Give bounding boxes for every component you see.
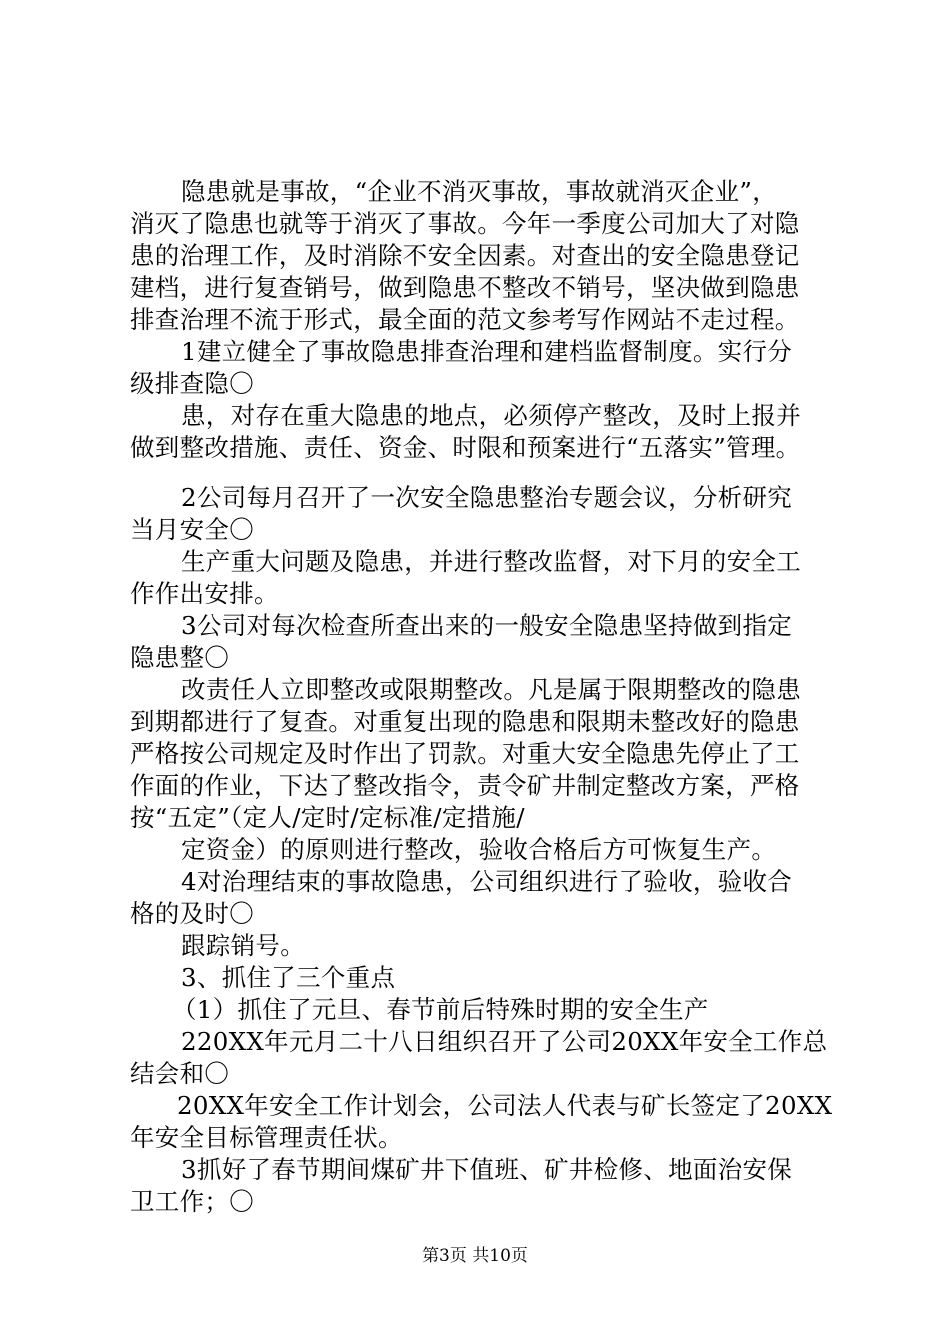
text-line: 220XX年元月二十八日组织召开了公司20XX年安全工作总 (181, 1027, 828, 1056)
text-line: 改责任人立即整改或限期整改。凡是属于限期整改的隐患 (181, 675, 801, 704)
text-line: 按“五定”（定人/定时/定标准/定措施/ (130, 803, 525, 832)
text-line: 严格按公司规定及时作出了罚款。对重大安全隐患先停止了工 (130, 739, 800, 768)
page-footer: 第3页 共10页 (422, 1246, 528, 1266)
text-line: 2公司每月召开了一次安全隐患整治专题会议，分析研究 (181, 483, 793, 512)
text-line: 跟踪销号。 (181, 931, 305, 960)
text-line: 定资金）的原则进行整改，验收合格后方可恢复生产。 (181, 835, 777, 864)
text-line: 排查治理不流于形式，最全面的范文参考写作网站不走过程。 (130, 305, 800, 334)
text-line: 当月安全〇 (130, 515, 254, 544)
text-line: 做到整改措施、责任、资金、时限和预案进行“五落实”管理。 (130, 433, 801, 462)
text-line: 建档，进行复查销号，做到隐患不整改不销号，坚决做到隐患 (130, 273, 800, 302)
text-line: 隐患整〇 (130, 643, 230, 672)
text-line: 结会和〇 (130, 1059, 230, 1088)
text-line: 20XX年安全工作计划会，公司法人代表与矿长签定了20XX (177, 1091, 833, 1120)
text-line: 级排查隐〇 (130, 369, 254, 398)
text-line: 3、抓住了三个重点 (181, 963, 396, 992)
text-line: 年安全目标管理责任状。 (130, 1123, 403, 1152)
text-line: 患，对存在重大隐患的地点，必须停产整改，及时上报并 (181, 401, 801, 430)
text-line: 作面的作业，下达了整改指令，责令矿井制定整改方案，严格 (130, 771, 800, 800)
text-line: 卫工作；〇 (130, 1187, 254, 1216)
text-line: 到期都进行了复查。对重复出现的隐患和限期未整改好的隐患 (130, 707, 800, 736)
text-line: 3抓好了春节期间煤矿井下值班、矿井检修、地面治安保 (181, 1155, 793, 1184)
text-line: 隐患就是事故，“企业不消灭事故，事故就消灭企业”， (181, 177, 778, 206)
text-line: 4对治理结束的事故隐患，公司组织进行了验收，验收合 (181, 867, 793, 896)
text-line: 格的及时〇 (130, 899, 254, 928)
text-line: 消灭了隐患也就等于消灭了事故。今年一季度公司加大了对隐 (130, 209, 800, 238)
text-line: 1建立健全了事故隐患排查治理和建档监督制度。实行分 (181, 337, 793, 366)
text-line: 作作出安排。 (130, 579, 279, 608)
text-line: 患的治理工作，及时消除不安全因素。对查出的安全隐患登记 (130, 241, 800, 270)
text-line: 生产重大问题及隐患，并进行整改监督，对下月的安全工 (181, 547, 801, 576)
text-line: 3公司对每次检查所查出来的一般安全隐患坚持做到指定 (181, 611, 793, 640)
text-line: （1）抓住了元旦、春节前后特殊时期的安全生产 (172, 995, 709, 1024)
